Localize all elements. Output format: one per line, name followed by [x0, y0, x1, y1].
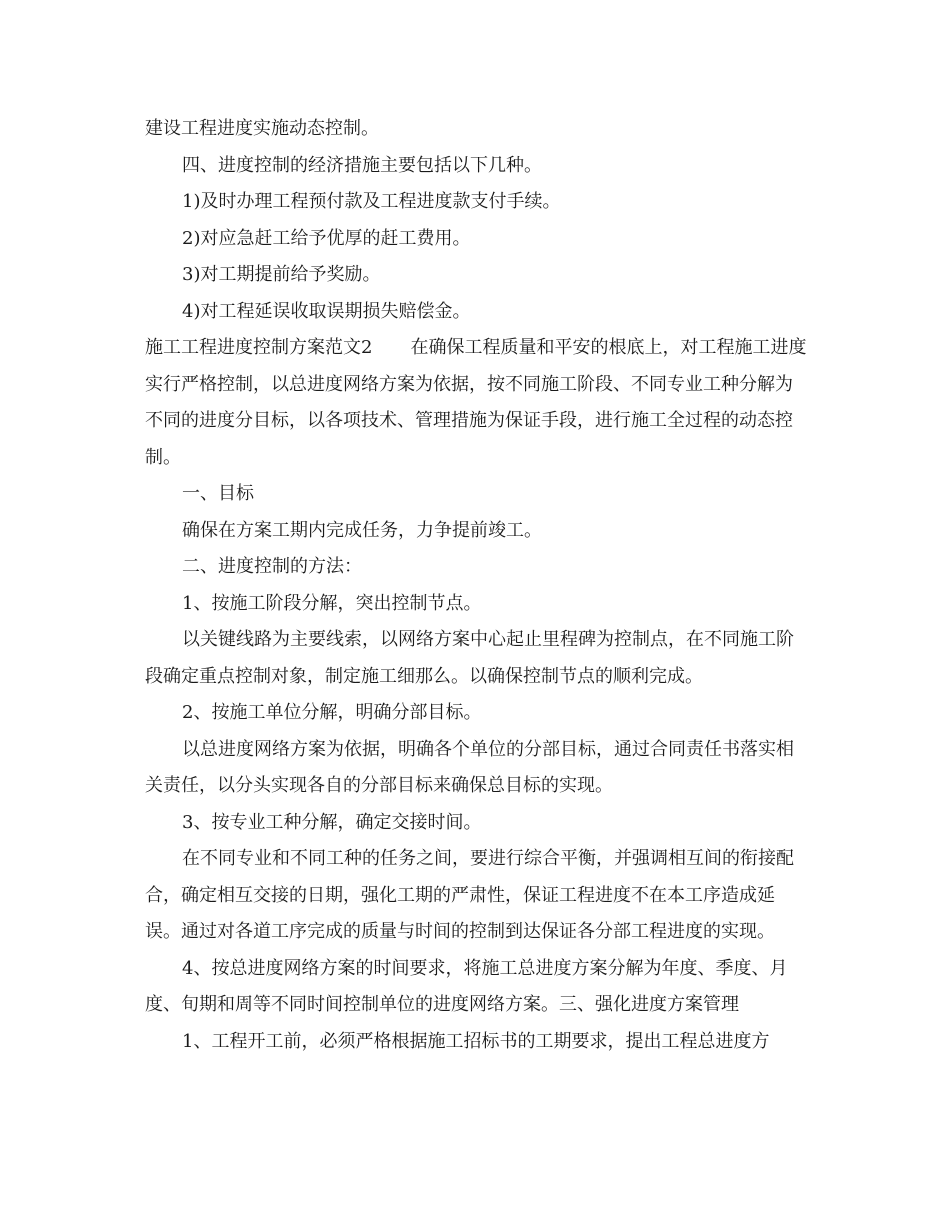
paragraph: 确保在方案工期内完成任务，力争提前竣工。: [182, 519, 542, 541]
list-item: 1)及时办理工程预付款及工程进度款支付手续。: [182, 191, 561, 212]
paragraph: 以总进度网络方案为依据，明确各个单位的分部目标，通过合同责任书落实相关责任，以分头实现各自的分部目标来确保总目标的实现。: [145, 738, 794, 796]
list-item: 4)对工程延误收取误期损失赔偿金。: [182, 300, 471, 322]
subheading: 3、按专业工种分解，确定交接时间。: [182, 811, 482, 833]
subheading: 1、按施工阶段分解，突出控制节点。: [182, 592, 482, 614]
section-title: 施工工程进度控制方案范文2: [145, 337, 373, 358]
paragraph: 以关键线路为主要线索，以网络方案中心起止里程碑为控制点，在不同施工阶段确定重点控制对象，制定施工细那么。以确保控制节点的顺利完成。: [145, 629, 794, 687]
paragraph: 在不同专业和不同工种的任务之间，要进行综合平衡，并强调相互间的衔接配合，确定相互交接的日期，强化工期的严肃性，保证工程进度不在本工序造成延误。通过对各道工序完成的质量与时间的控制到达保证各分部工程进度的实现。: [145, 848, 794, 942]
subheading: 2、按施工单位分解，明确分部目标。: [182, 702, 482, 723]
section-intro-paragraph: [145, 330, 810, 476]
list-item: 2)对应急赶工给予优厚的赶工费用。: [182, 227, 471, 249]
section-intro-text: 在确保工程质量和平安的根底上，对工程施工进度实行严格控制，以总进度网络方案为依据，按不同施工阶段、不同专业工种分解为不同的进度分目标，以各项技术、管理措施为保证手段，进行施工全过程的动态控制。: [145, 337, 807, 468]
paragraph: 1、工程开工前，必须严格根据施工招标书的工期要求，提出工程总进度方: [182, 1030, 770, 1052]
heading-goal: 一、目标: [182, 483, 254, 504]
document-body: [145, 111, 810, 1060]
heading-method: 二、进度控制的方法：: [182, 556, 362, 577]
paragraph: 四、进度控制的经济措施主要包括以下几种。: [182, 154, 542, 176]
paragraph: 建设工程进度实施动态控制。: [145, 118, 379, 139]
list-item: 3)对工期提前给予奖励。: [182, 264, 381, 285]
paragraph: 4、按总进度网络方案的时间要求，将施工总进度方案分解为年度、季度、月度、旬期和周等不同时间控制单位的进度网络方案。三、强化进度方案管理: [145, 957, 788, 1015]
